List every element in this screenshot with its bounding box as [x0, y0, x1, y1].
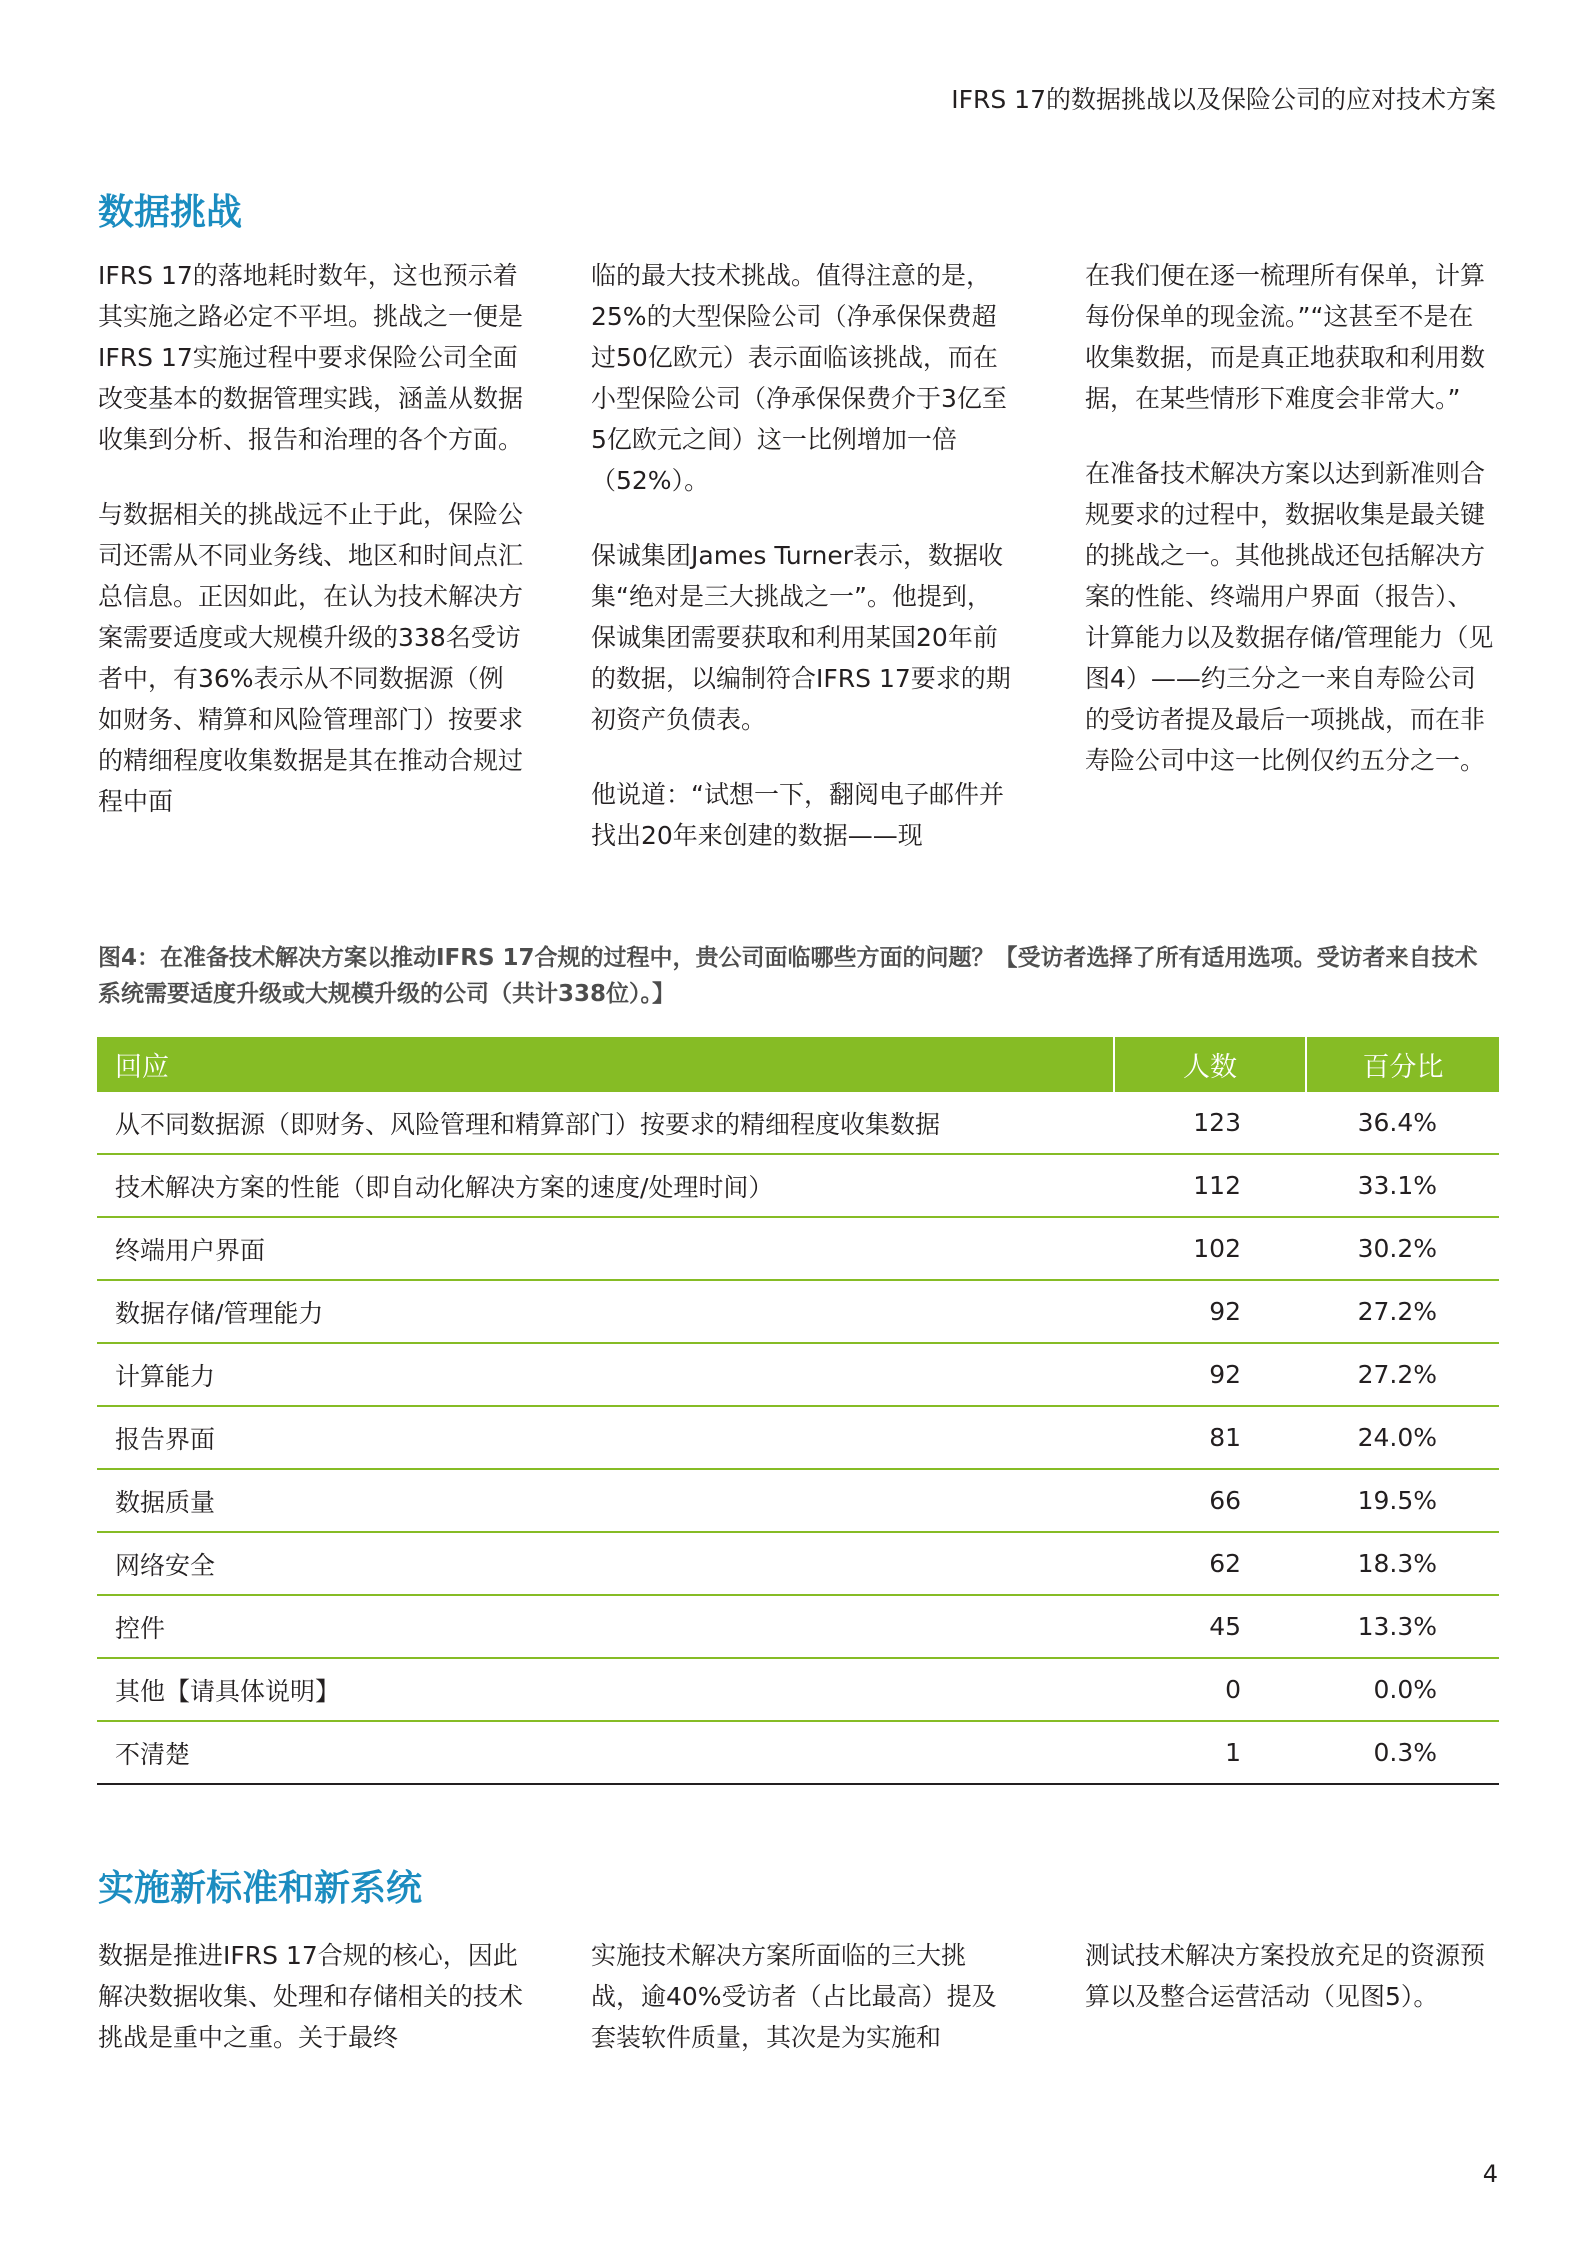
row-percent: 36.4%	[1357, 1108, 1437, 1137]
header-percent: 百分比	[1362, 1052, 1444, 1083]
header-count: 人数	[1115, 1037, 1307, 1092]
section-heading-new-standards: 实施新标准和新系统	[98, 1868, 423, 1909]
row-response: 从不同数据源（即财务、风险管理和精算部门）按要求的精细程度收集数据	[115, 1109, 941, 1139]
row-count: 0	[1225, 1675, 1241, 1704]
row-response: 控件	[115, 1613, 166, 1643]
survey-results-table	[97, 1037, 1499, 1785]
text-column-1	[98, 255, 528, 822]
text-column-3	[1085, 255, 1495, 781]
row-response: 数据存储/管理能力	[115, 1298, 324, 1328]
row-response: 其他【请具体说明】	[115, 1676, 341, 1706]
table-row	[97, 1659, 1499, 1722]
row-count: 81	[1209, 1423, 1241, 1452]
row-percent: 18.3%	[1357, 1549, 1437, 1578]
row-percent: 27.2%	[1357, 1297, 1437, 1326]
paragraph: 测试技术解决方案投放充足的资源预算以及整合运营活动（见图5）。	[1085, 1941, 1486, 2011]
row-response: 终端用户界面	[115, 1235, 266, 1265]
text-column-2	[591, 255, 1011, 856]
row-count: 102	[1193, 1234, 1241, 1263]
figure-caption: 图4：在准备技术解决方案以推动IFRS 17合规的过程中，贵公司面临哪些方面的问题？【受访者选择了所有适用选项。受访者来自技术系统需要适度升级或大规模升级的公司（共计338位）。】	[98, 945, 1478, 1007]
row-percent: 19.5%	[1357, 1486, 1437, 1515]
text-column-6	[1085, 1935, 1505, 2017]
table-row	[97, 1344, 1499, 1407]
table-row	[97, 1155, 1499, 1218]
paragraph: 实施技术解决方案所面临的三大挑战，逾40%受访者（占比最高）提及套装软件质量，其次是为实施和	[591, 1941, 997, 2052]
row-percent: 24.0%	[1357, 1423, 1437, 1452]
text-column-5	[591, 1935, 1011, 2058]
row-percent: 0.3%	[1373, 1738, 1437, 1767]
row-percent: 33.1%	[1357, 1171, 1437, 1200]
row-count: 62	[1209, 1549, 1241, 1578]
paragraph: 在准备技术解决方案以达到新准则合规要求的过程中，数据收集是最关键的挑战之一。其他挑战还包括解决方案的性能、终端用户界面（报告）、计算能力以及数据存储/管理能力（见图4）——约三分之一来自寿险公司的受访者提及最后一项挑战，而在非寿险公司中这一比例仅约五分之一。	[1085, 459, 1494, 775]
page-number: 4	[1482, 2160, 1498, 2188]
paragraph: 保诚集团James Turner表示，数据收集“绝对是三大挑战之一”。他提到，保诚集团需要获取和利用某国20年前的数据，以编制符合IFRS 17要求的期初资产负债表。	[591, 541, 1011, 734]
table-row	[97, 1281, 1499, 1344]
row-percent: 30.2%	[1357, 1234, 1437, 1263]
row-response: 技术解决方案的性能（即自动化解决方案的速度/处理时间）	[115, 1172, 774, 1202]
table-row	[97, 1596, 1499, 1659]
paragraph: 与数据相关的挑战远不止于此，保险公司还需从不同业务线、地区和时间点汇总信息。正因如此，在认为技术解决方案需要适度或大规模升级的338名受访者中，有36%表示从不同数据源（例如财务、精算和风险管理部门）按要求的精细程度收集数据是其在推动合规过程中面	[98, 500, 524, 816]
row-response: 网络安全	[115, 1550, 216, 1580]
text-column-4	[98, 1935, 528, 2058]
paragraph: 他说道：“试想一下，翻阅电子邮件并找出20年来创建的数据——现	[591, 780, 1004, 850]
row-count: 45	[1209, 1612, 1241, 1641]
row-percent: 13.3%	[1357, 1612, 1437, 1641]
table-row	[97, 1533, 1499, 1596]
row-count: 112	[1193, 1171, 1241, 1200]
table-header-row	[97, 1037, 1499, 1092]
section-heading-data-challenges: 数据挑战	[98, 192, 243, 233]
row-count: 66	[1209, 1486, 1241, 1515]
row-count: 123	[1193, 1108, 1241, 1137]
table-row	[97, 1218, 1499, 1281]
row-response: 报告界面	[115, 1424, 216, 1454]
table-row	[97, 1407, 1499, 1470]
row-count: 1	[1225, 1738, 1241, 1767]
row-count: 92	[1209, 1297, 1241, 1326]
header-response: 回应	[97, 1037, 1115, 1092]
row-percent: 0.0%	[1373, 1675, 1437, 1704]
row-response: 不清楚	[115, 1739, 191, 1769]
row-response: 计算能力	[115, 1361, 216, 1391]
table-row	[97, 1722, 1499, 1785]
row-response: 数据质量	[115, 1487, 216, 1517]
row-percent: 27.2%	[1357, 1360, 1437, 1389]
running-header-title: IFRS 17的数据挑战以及保险公司的应对技术方案	[951, 85, 1496, 114]
paragraph: 数据是推进IFRS 17合规的核心，因此解决数据收集、处理和存储相关的技术挑战是重中之重。关于最终	[98, 1941, 524, 2052]
paragraph: IFRS 17的落地耗时数年，这也预示着其实施之路必定不平坦。挑战之一便是IFRS 17实施过程中要求保险公司全面改变基本的数据管理实践，涵盖从数据收集到分析、报告和治理的各个方面。	[98, 261, 524, 454]
table-row	[97, 1092, 1499, 1155]
paragraph: 在我们便在逐一梳理所有保单，计算每份保单的现金流。”“这甚至不是在收集数据，而是真正地获取和利用数据，在某些情形下难度会非常大。”	[1085, 261, 1486, 413]
paragraph: 临的最大技术挑战。值得注意的是，25%的大型保险公司（净承保保费超过50亿欧元）表示面临该挑战，而在小型保险公司（净承保保费介于3亿至5亿欧元之间）这一比例增加一倍（52%）。	[591, 261, 1007, 495]
table-row	[97, 1470, 1499, 1533]
row-count: 92	[1209, 1360, 1241, 1389]
